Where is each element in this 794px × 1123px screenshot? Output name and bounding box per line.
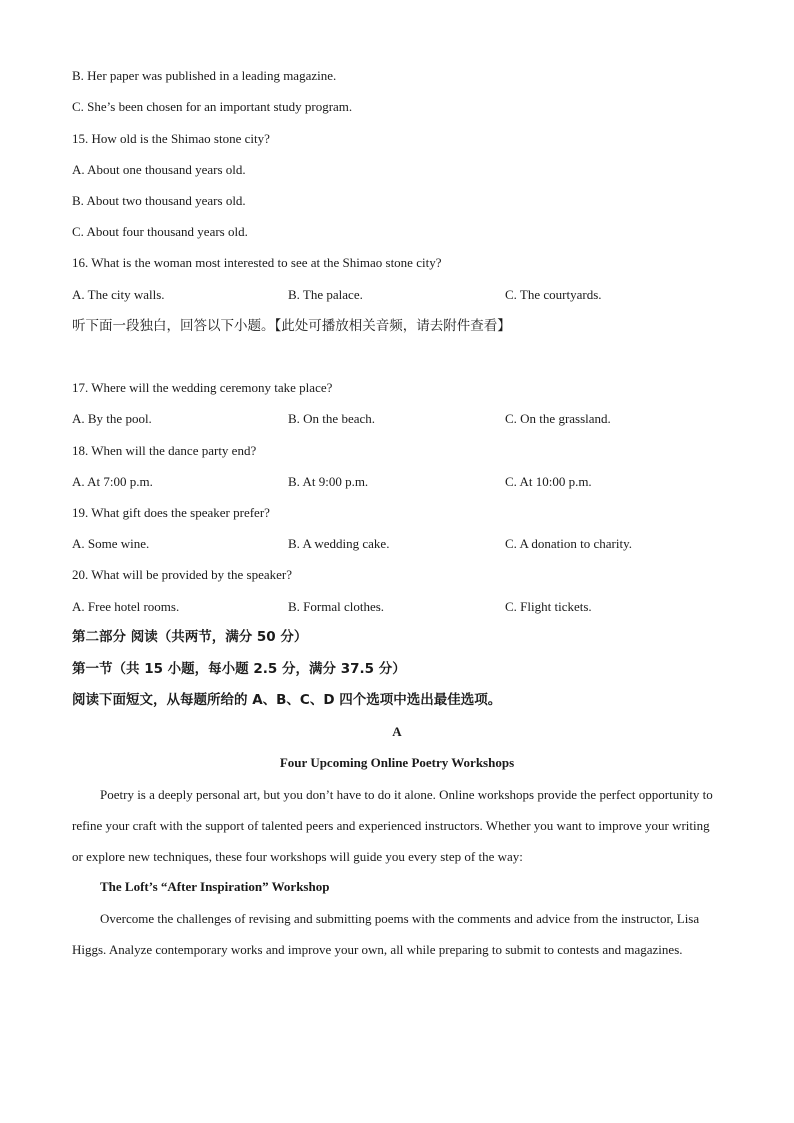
q16-option-b: B. The palace.	[288, 287, 363, 302]
q20-option-b: B. Formal clothes.	[288, 599, 385, 614]
section1-heading: 第一节（共 15 小题，每小题 2.5 分，满分 37.5 分）	[72, 661, 406, 677]
q15-question: 15. How old is the Shimao stone city?	[72, 131, 270, 146]
q19-question: 19. What gift does the speaker prefer?	[72, 505, 270, 520]
part2-heading: 第二部分 阅读（共两节，满分 50 分）	[72, 629, 308, 645]
q19-option-b: B. A wedding cake.	[288, 536, 390, 551]
q17-option-a: A. By the pool.	[72, 411, 152, 426]
q20-option-c: C. Flight tickets.	[505, 599, 592, 614]
q18-option-c: C. At 10:00 p.m.	[505, 474, 592, 489]
q16-option-c: C. The courtyards.	[505, 287, 602, 302]
q19-option-a: A. Some wine.	[72, 536, 150, 551]
q17-option-b: B. On the beach.	[288, 411, 376, 426]
q14-option-b: B. Her paper was published in a leading magazine.	[72, 68, 337, 83]
q17-question: 17. Where will the wedding ceremony take place?	[72, 380, 333, 395]
q14-option-c: C. She’s been chosen for an important study program.	[72, 99, 353, 114]
passage-title: Four Upcoming Online Poetry Workshops	[279, 755, 515, 770]
monologue-instruction: 听下面一段独白，回答以下小题。【此处可播放相关音频，请去附件查看】	[72, 318, 511, 334]
q18-question: 18. When will the dance party end?	[72, 443, 257, 458]
passage-letter: A	[392, 724, 402, 739]
workshop1-title: The Loft’s “After Inspiration” Workshop	[100, 879, 330, 894]
q20-question: 20. What will be provided by the speaker?	[72, 567, 292, 582]
q20-option-a: A. Free hotel rooms.	[72, 599, 180, 614]
q17-option-c: C. On the grassland.	[505, 411, 611, 426]
q19-option-c: C. A donation to charity.	[505, 536, 632, 551]
q18-option-b: B. At 9:00 p.m.	[288, 474, 369, 489]
q16-option-a: A. The city walls.	[72, 287, 165, 302]
q15-option-c: C. About four thousand years old.	[72, 224, 248, 239]
passage-intro: Poetry is a deeply personal art, but you don’t have to do it alone. Online workshops provide the perfect opportunity to refine your craft with the support of talented peers and experienced instructors. Whether you want to improve your writing or explore new techniques, these four workshops will guide you every step of the way:	[72, 787, 713, 864]
q15-option-b: B. About two thousand years old.	[72, 193, 246, 208]
q15-option-a: A. About one thousand years old.	[72, 162, 246, 177]
workshop1-text: Overcome the challenges of revising and submitting poems with the comments and advice from the instructor, Lisa Higgs. Analyze contemporary works and improve your own, all while preparing to submit to contests and magazines.	[72, 911, 700, 957]
q18-option-a: A. At 7:00 p.m.	[72, 474, 153, 489]
reading-instruction: 阅读下面短文，从每题所给的 A、B、C、D 四个选项中选出最佳选项。	[72, 692, 502, 708]
q16-question: 16. What is the woman most interested to see at the Shimao stone city?	[72, 255, 442, 270]
